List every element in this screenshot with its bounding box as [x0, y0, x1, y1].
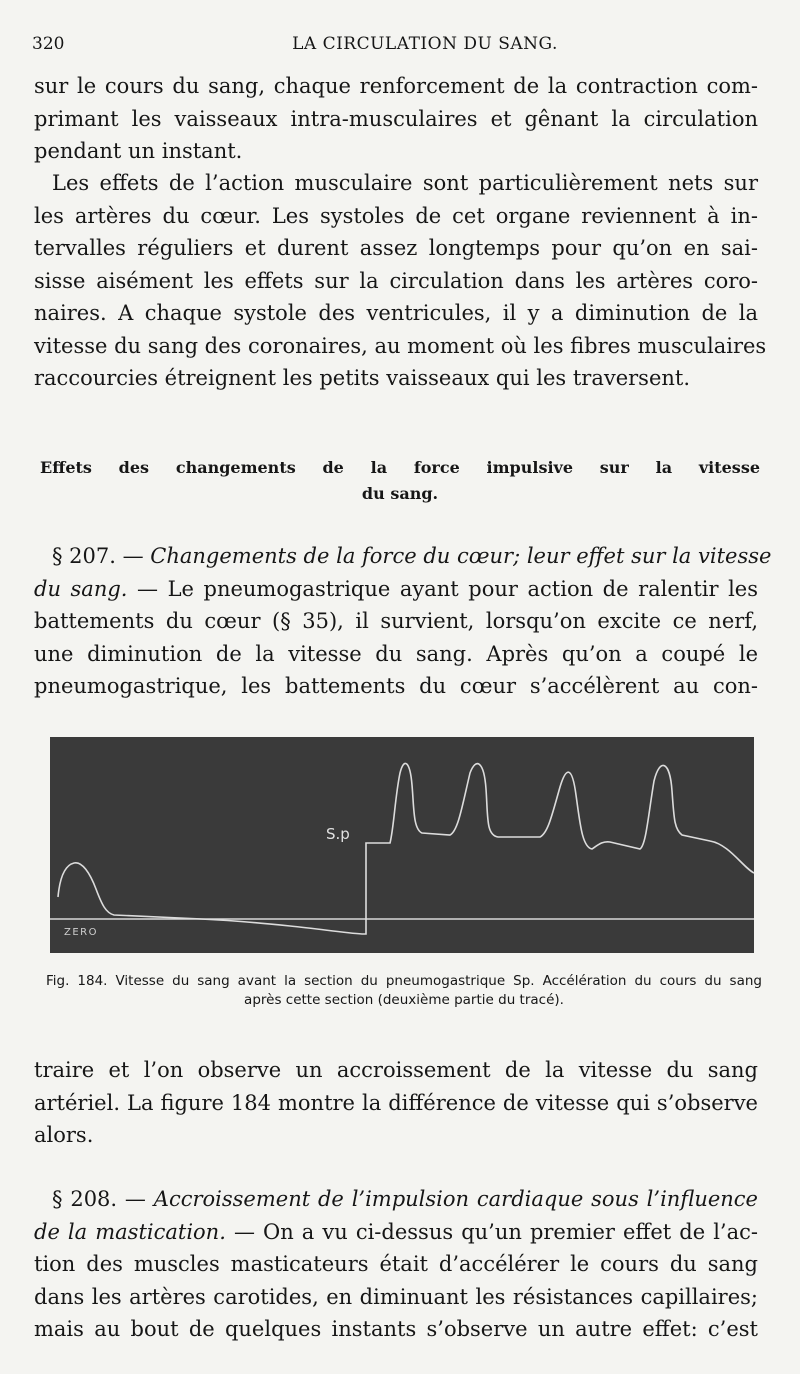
text-line: artériel. La figure 184 montre la différence de vitesse qui s’observe [34, 1090, 758, 1115]
page-number: 320 [32, 34, 65, 54]
text-line: de la mastication. — On a vu ci-dessus qu’un premier effet de l’ac- [34, 1219, 758, 1244]
velocity-trace-line [58, 763, 754, 934]
paragraph-4 [34, 1054, 758, 1152]
running-title: LA CIRCULATION DU SANG. [292, 34, 558, 54]
section-title: leur effet sur la vitesse [526, 544, 772, 568]
text-line: raccourcies étreignent les petits vaisseaux qui les traversent. [34, 366, 691, 390]
text-line: du sang. — Le pneumogastrique ayant pour action de ralentir les [34, 576, 758, 601]
text-line: tervalles réguliers et durent assez longtemps pour qu’on en sai- [34, 236, 758, 260]
figure-caption [46, 972, 762, 1010]
section-number: § 207. — [52, 544, 144, 568]
heading-line: du sang. [361, 484, 439, 503]
paragraph-1 [34, 70, 758, 168]
caption-line: Fig. 184. Vitesse du sang avant la section du pneumogastrique Sp. Accélération du cours du sang [46, 973, 762, 989]
text-line: sisse aisément les effets sur la circulation dans les artères coro- [34, 268, 758, 293]
text-line: battements du cœur (§ 35), il survient, lorsqu’on excite ce nerf, [34, 609, 758, 633]
figure-184-trace [50, 737, 754, 953]
text-line: sur le cours du sang, chaque renforcement de la contraction com- [34, 74, 758, 98]
text-line: traire et l’on observe un accroissement de la vitesse du sang [34, 1058, 758, 1082]
section-marker-label: S.p [326, 825, 350, 843]
running-header [32, 34, 768, 58]
paragraph-2 [34, 167, 767, 395]
text-line: une diminution de la vitesse du sang. Après qu’on a coupé le [34, 641, 758, 666]
section-title: Changements de la force du cœur; [150, 544, 521, 568]
text-line: vitesse du sang des coronaires, au moment où les fibres musculaires [34, 333, 767, 358]
text-line: tion des muscles masticateurs était d’accélérer le cours du sang [34, 1252, 758, 1276]
text-line: dans les artères carotides, en diminuant les résistances capillaires; [34, 1284, 758, 1309]
text-line [34, 1183, 758, 1216]
text-line: pneumogastrique, les battements du cœur s’accélèrent au con- [34, 674, 758, 698]
section-number: § 208. — [52, 1187, 146, 1211]
text-line: pendant un instant. [34, 139, 243, 163]
zero-label: ZERO [64, 927, 98, 938]
section-title: Accroissement de l’impulsion cardiaque sous l’influence [153, 1187, 758, 1211]
section-heading [40, 455, 760, 507]
text-line [34, 540, 772, 573]
paragraph-207 [34, 540, 772, 703]
text-line: alors. [34, 1123, 94, 1147]
paragraph-208 [34, 1183, 758, 1346]
text-line: les artères du cœur. Les systoles de cet organe reviennent à in- [34, 203, 758, 228]
section-title: du sang. [34, 576, 128, 601]
text-line: primant les vaisseaux intra-musculaires et gênant la circulation [34, 106, 758, 131]
text-line: mais au bout de quelques instants s’observe un autre effet: c’est [34, 1317, 758, 1341]
text-line: naires. A chaque systole des ventricules, il y a diminution de la [34, 301, 758, 325]
section-title: de la mastication. [34, 1219, 226, 1244]
heading-line: Effets des changements de la force impulsive sur la vitesse [40, 458, 760, 477]
caption-line: après cette section (deuxième partie du tracé). [244, 992, 564, 1008]
text-line: Les effets de l’action musculaire sont particulièrement nets sur [52, 171, 758, 195]
velocity-trace-plot [50, 737, 754, 953]
